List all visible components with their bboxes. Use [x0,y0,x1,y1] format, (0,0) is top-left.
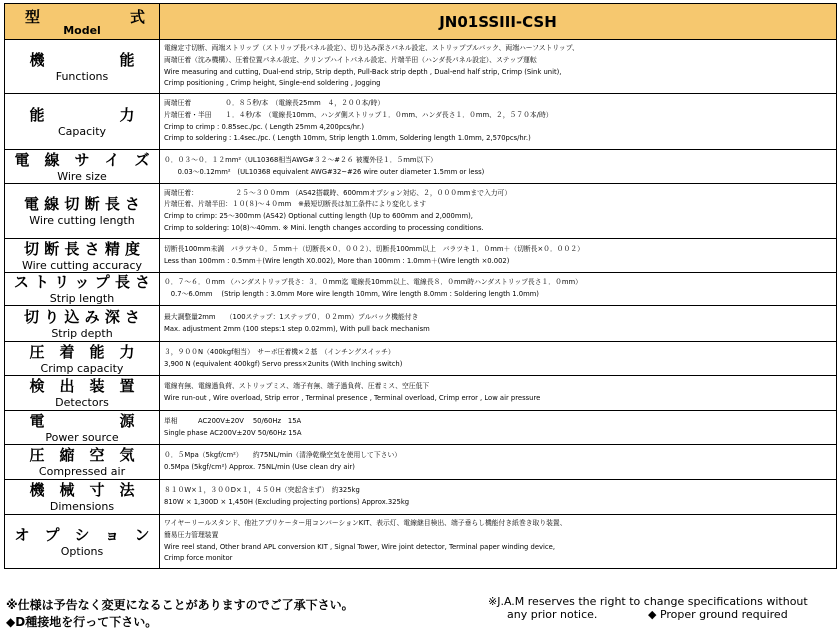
wire-size-label [5,150,160,184]
strip-depth-label [5,306,160,342]
cutting-length-label [5,184,160,239]
compressed-air-line-1: ０．５Mpa（5kgf/cm²） 約75NL/min（清浄乾燥空気を使用して下さい） [164,451,402,460]
dimensions-label-jp: 機 械 寸 法 [29,481,135,499]
cutting-accuracy-label-jp: 切 断 長 さ 精 度 [23,239,141,258]
compressed-air-label [5,445,160,480]
options-value [160,515,837,569]
dimensions-value [160,480,837,515]
crimp-capacity-label [5,342,160,376]
compressed-air-label-en: Compressed air [38,465,126,478]
options-line-1: ワイヤーリールスタンド、他社アプリケーター用コンバーションKIT、表示灯、電線継目検出、端子垂らし機能付き紙巻き取り装置、 [164,519,567,528]
strip-depth-line-1: 最大調整量2mm （100ステップ：1ステップ０．０２mm）プルバック機能付き [164,312,419,321]
row-detectors [5,376,837,411]
strip-length-label-en: Strip length [49,292,115,305]
power-source-value [160,411,837,445]
options-line-4: Crimp force monitor [164,554,233,563]
cutting-length-line-1: 両端圧着： ２５～３００mm （AS42搭載時、600mmオプション対応、２，０００mmまで入力可） [164,188,512,197]
cutting-length-label-jp: 電 線 切 断 長 さ [23,195,141,213]
dimensions-label-en: Dimensions [49,500,115,513]
cutting-length-line-4: Crimp to soldering: 10(8)～40mm. ※ Mini. length changes according to processing conditions. [164,223,484,232]
dimensions-line-1: ８１０W×１，３００D×１，４５０H（突起含まず） 約325kg [164,486,360,495]
strip-depth-label-jp: 切 り 込 み 深 さ [23,307,141,326]
functions-line-2: 両端圧着（沈み機構）、圧着位置パネル設定、クリンプハイトパネル設定、片端半田（ハンダ長パネル設定）、ステップ運転 [164,55,537,64]
cutting-accuracy-line-2: Less than 100mm : 0.5mm＋(Wire length X0.002), More than 100mm : 1.0mm＋(Wire length ×0.002) [164,256,510,265]
header-label-jp [5,6,159,24]
cutting-accuracy-label-en: Wire cutting accuracy [21,258,143,272]
footer-note-jp-2: ◆D種接地を行って下さい。 [6,615,158,629]
row-cutting-length [5,184,837,239]
footer-note-jp-1: ※仕様は予告なく変更になることがありますのでご了承下さい。 [6,598,354,612]
strip-length-value [160,273,837,306]
capacity-line-3: Crimp to crimp : 0.85sec./pc. ( Length 25mm 4,200pcs/hr.) [164,122,364,131]
options-label-en: Options [60,544,104,558]
model-name: JN01SSIII-CSH [160,4,837,40]
header-row [5,4,837,40]
row-crimp-capacity [5,342,837,376]
crimp-capacity-label-en: Crimp capacity [40,361,124,375]
functions-line-1: 電線定寸切断、両端ストリップ（ストリップ長パネル設定）、切り込み深さパネル設定、ストリップブルバック、両端ハーフストリップ、 [164,44,579,53]
compressed-air-value [160,445,837,480]
capacity-line-1: 両端圧着 ０．８５秒/本 （電線長25mm ４，２００本/時） [164,99,385,108]
crimp-capacity-label-jp: 圧 着 能 力 [29,342,135,361]
dimensions-label [5,480,160,515]
row-functions [5,40,837,94]
capacity-label-en: Capacity [57,124,107,138]
capacity-line-2: 片端圧着・半田 １．４秒/本 （電線長10mm、ハンダ側ストリップ１．０mm、ハンダ長さ１．０mm、２，５７０本/時） [164,110,553,119]
capacity-label [5,94,160,150]
detectors-label-en: Detectors [55,396,109,409]
strip-length-line-2: 0.7～6.0mm (Strip length : 3.0mm More wire length 10mm, Wire length 8.0mm : Soldering length 1.0mm) [164,290,539,298]
strip-depth-line-2: Max. adjustment 2mm (100 steps:1 step 0.02mm), With pull back mechanism [164,324,430,333]
functions-label [5,40,160,94]
functions-label-en: Functions [55,69,109,83]
detectors-line-2: Wire run-out , Wire overload, Strip error , Terminal presence , Terminal overload, Crimp error , Low air pressure [164,394,541,402]
row-compressed-air [5,445,837,480]
functions-line-3: Wire measuring and cutting, Dual-end strip, Strip depth, Pull-Back strip depth , Dual-end half strip, Crimp (Sink unit), [164,67,562,76]
dimensions-line-2: 810W × 1,300D × 1,450H (Excluding projecting portions) Approx.325kg [164,498,410,506]
row-cutting-accuracy [5,239,837,273]
strip-depth-value [160,306,837,342]
compressed-air-line-2: 0.5Mpa (5kgf/cm²) Approx. 75NL/min (Use clean dry air) [164,463,355,471]
row-options [5,515,837,569]
detectors-label-jp: 検 出 装 置 [29,377,135,395]
wire-size-line-1: ０．０３～０．１２mm²（UL10368相当AWG#３２～#２６ 被覆外径１．５mm以下） [164,155,437,164]
header-label-jp-left: 型 [25,7,41,26]
wire-size-value [160,150,837,184]
strip-depth-label-en: Strip depth [51,326,113,340]
options-label [5,515,160,569]
functions-value [160,40,837,94]
strip-length-label-jp: ス ト リ ッ プ 長 さ [13,273,151,291]
cutting-length-line-2: 片端圧着、片端半田：１０(８)～４０mm ※最短切断長は加工条件により変化します [164,200,427,209]
functions-line-4: Crimp positioning , Crimp height, Single-end soldering , Jogging [164,79,381,88]
capacity-label-jp: 能 力 [29,105,135,124]
wire-size-label-jp: 電 線 サ イ ズ [14,150,150,169]
wire-size-line-2: 0.03～0.12mm² (UL10368 equivalent AWG#32~#26 wire outer diameter 1.5mm or less) [164,167,485,176]
power-source-label-en: Power source [45,430,119,444]
options-line-2: 簡易圧力管理装置 [164,530,219,539]
capacity-line-4: Crimp to soldering : 1.4sec./pc. ( Length 10mm, Strip length 1.0mm, Soldering length 1.0mm, 2,570pcs/hr.) [164,134,531,143]
strip-length-line-1: ０．７～６．０mm （ハンダストリップ長さ：３．０mm迄 電線長10mm以上、電線長８．０mm時ハンダストリップ長さ１．０mm） [164,278,582,287]
header-label-en: Model [63,23,101,37]
spec-table [4,3,837,569]
crimp-capacity-line-2: 3,900 N (equivalent 400kgf) Servo press×2units (With Inching switch) [164,359,403,368]
detectors-line-1: 電線有無、電線過負荷、ストリップミス、端子有無、端子過負荷、圧着ミス、空圧低下 [164,382,430,391]
options-line-3: Wire reel stand, Other brand APL conversion KIT , Signal Tower, Wire joint detector, Terminal paper winding device, [164,542,556,551]
strip-length-label [5,273,160,306]
row-power-source [5,411,837,445]
cutting-accuracy-value [160,239,837,273]
cutting-accuracy-label [5,239,160,273]
power-source-line-2: Single phase AC200V±20V 50/60Hz 15A [164,428,302,437]
cutting-accuracy-line-1: 切断長100mm未満 バラツキ０．５mm＋（切断長×０．００２）、切断長100mm以上 バラツキ１．０mm＋（切断長×０．００２） [164,244,584,253]
footer-note-en-1: ※J.A.M reserves the right to change specifications without [488,595,808,608]
cutting-length-label-en: Wire cutting length [29,214,135,227]
options-label-jp: オ プ シ ョ ン [14,525,150,544]
compressed-air-label-jp: 圧 縮 空 気 [29,446,135,464]
power-source-line-1: 単相 AC200V±20V 50/60Hz 15A [164,416,302,425]
power-source-label-jp: 電 源 [29,411,135,430]
power-source-label [5,411,160,445]
crimp-capacity-line-1: ３，９００N（400kgf相当） サーボ圧着機×２基 （インチングスイッチ） [164,347,395,356]
cutting-length-line-3: Crimp to crimp: 25～300mm (AS42) Optional cutting length (Up to 600mm and 2,000mm), [164,212,473,220]
functions-label-jp: 機 能 [29,50,135,69]
capacity-value [160,94,837,150]
footer-note-en-3: ◆ Proper ground required [648,608,788,621]
header-label-cell [5,4,160,40]
row-strip-depth [5,306,837,342]
footer-note-en-2: any prior notice. [507,608,598,621]
detectors-value [160,376,837,411]
row-capacity [5,94,837,150]
crimp-capacity-value [160,342,837,376]
cutting-length-value [160,184,837,239]
row-strip-length [5,273,837,306]
row-dimensions [5,480,837,515]
detectors-label [5,376,160,411]
row-wire-size [5,150,837,184]
header-label-jp-right: 式 [129,7,145,26]
wire-size-label-en: Wire size [57,169,107,183]
